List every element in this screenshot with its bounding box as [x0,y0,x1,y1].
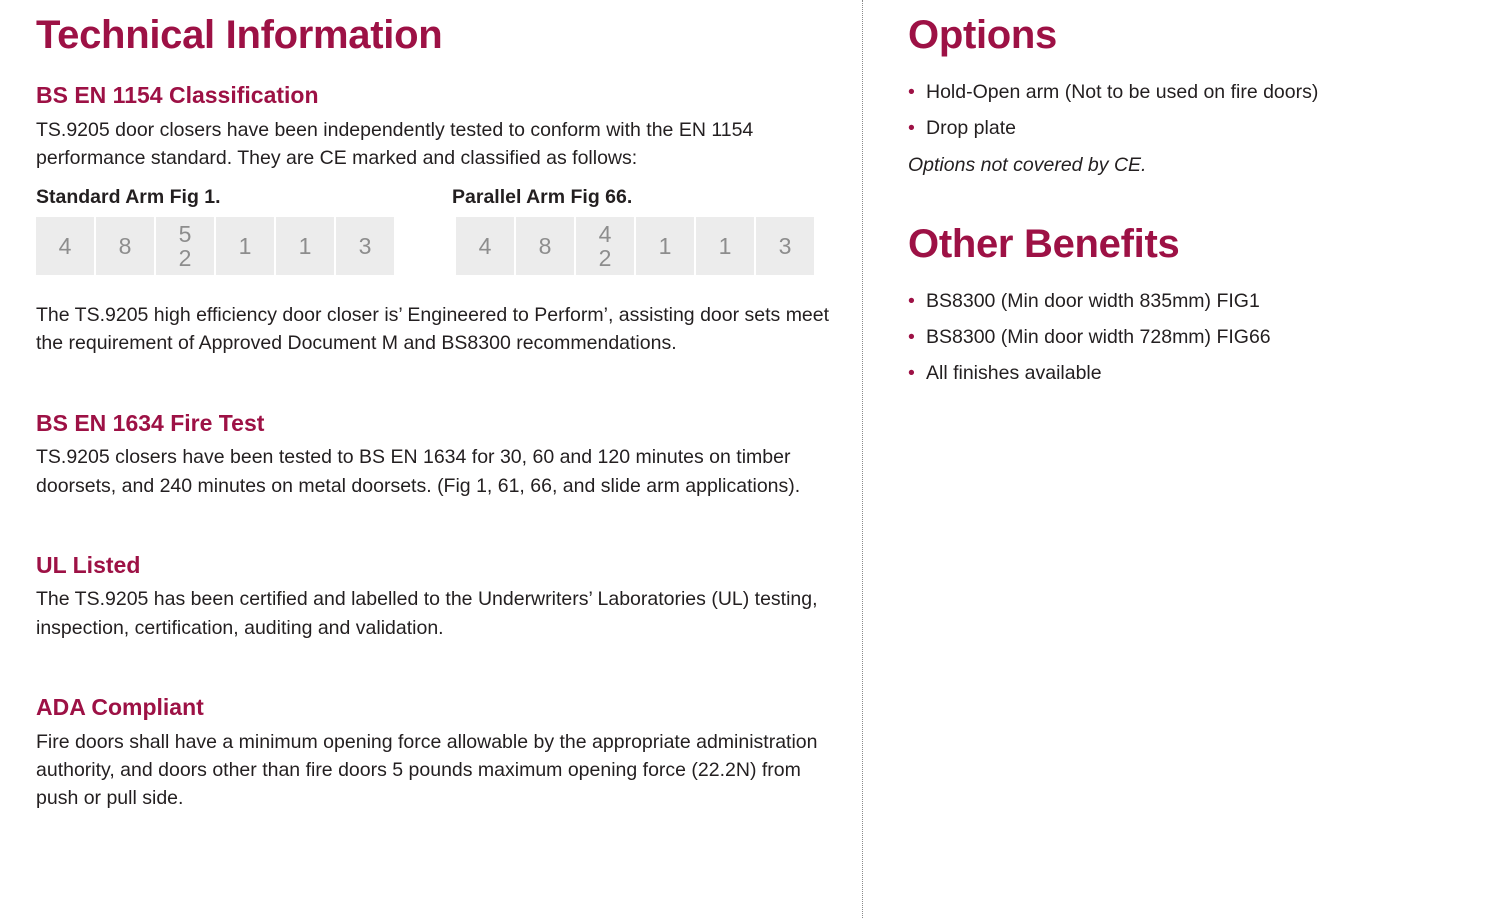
code-value: 4 [478,232,492,259]
code-cell [516,217,574,275]
other-benefits-title: Other Benefits [908,221,1180,266]
code-cell [276,217,334,275]
code-value: 3 [778,232,792,259]
list-item-label: BS8300 (Min door width 835mm) FIG1 [926,289,1260,312]
code-cell [96,217,154,275]
bullet-icon: • [908,362,915,385]
code-cell [216,217,274,275]
code-cell-fraction [156,217,214,275]
code-value: 8 [118,232,132,259]
section-body: TS.9205 door closers have been independently tested to conform with the EN 1154 performance standard. They are CE marked and classified as follows: [36,118,754,169]
list-item-label: Hold-Open arm (Not to be used on fire doors) [926,81,1319,103]
code-value: 1 [238,232,252,259]
code-cell [456,217,514,275]
section-bs-en-1634 [36,410,836,500]
code-fraction-top: 5 [178,220,192,247]
code-fraction [599,222,612,270]
right-column [908,14,1468,396]
section-body-secondary: The TS.9205 high efficiency door closer is’ Engineered to Perform’, assisting door sets meet the requirement of Approved Document M and BS8300 recommendations. [36,304,830,355]
list-item-label: BS8300 (Min door width 728mm) FIG66 [926,326,1271,349]
list-item-label: Drop plate [926,117,1016,140]
column-divider [862,0,863,918]
options-title: Options [908,13,1057,57]
section-body: Fire doors shall have a minimum opening force allowable by the appropriate administration authority, and doors other than fire doors 5 pounds maximum opening force (22.2N) from push or pull side. [36,730,818,810]
list-item [908,114,1468,142]
section-body: TS.9205 closers have been tested to BS EN 1634 for 30, 60 and 120 minutes on timber doorsets, and 240 minutes on metal doorsets. (Fig 1, 61, 66, and slide arm applications). [36,446,801,497]
list-item [908,78,1468,106]
code-cell [36,217,94,275]
section-ada-compliant [36,694,836,812]
code-cell [636,217,694,275]
section-ul-listed [36,552,836,642]
code-value: 1 [718,232,732,259]
benefits-list [908,287,1468,388]
classification-codes-row [36,217,836,275]
code-fraction-bottom: 2 [598,245,612,272]
parallel-arm-code-group [456,217,816,275]
code-value: 1 [658,232,672,259]
code-fraction-bottom: 2 [178,245,192,272]
code-cell-fraction [576,217,634,275]
bullet-icon: • [908,289,915,312]
bullet-icon: • [908,117,915,140]
parallel-arm-label: Parallel Arm Fig 66. [452,186,633,209]
code-value: 8 [538,232,552,259]
bullet-icon: • [908,326,915,349]
code-fraction-top: 4 [598,220,612,247]
list-item [908,287,1468,315]
section-heading: BS EN 1154 Classification [36,82,319,108]
code-value: 3 [358,232,372,259]
options-list [908,78,1468,143]
list-item [908,359,1468,387]
page-title: Technical Information [36,13,443,57]
bullet-icon: • [908,81,915,103]
code-value: 4 [58,232,72,259]
code-value: 1 [298,232,312,259]
section-heading: ADA Compliant [36,693,204,720]
arm-labels-row [36,186,836,209]
list-item-label: All finishes available [926,362,1102,385]
section-heading: UL Listed [36,551,141,578]
code-cell [336,217,394,275]
standard-arm-code-group [36,217,396,275]
section-body: The TS.9205 has been certified and labelled to the Underwriters’ Laboratories (UL) testing, inspection, certification, auditing and validation. [36,588,818,639]
code-cell [756,217,814,275]
section-bs-en-1154 [36,82,836,358]
standard-arm-label: Standard Arm Fig 1. [36,186,221,209]
code-fraction [179,222,192,270]
left-column [36,14,836,838]
list-item [908,323,1468,351]
section-heading: BS EN 1634 Fire Test [36,409,265,436]
code-cell [696,217,754,275]
options-note: Options not covered by CE. [908,153,1147,176]
